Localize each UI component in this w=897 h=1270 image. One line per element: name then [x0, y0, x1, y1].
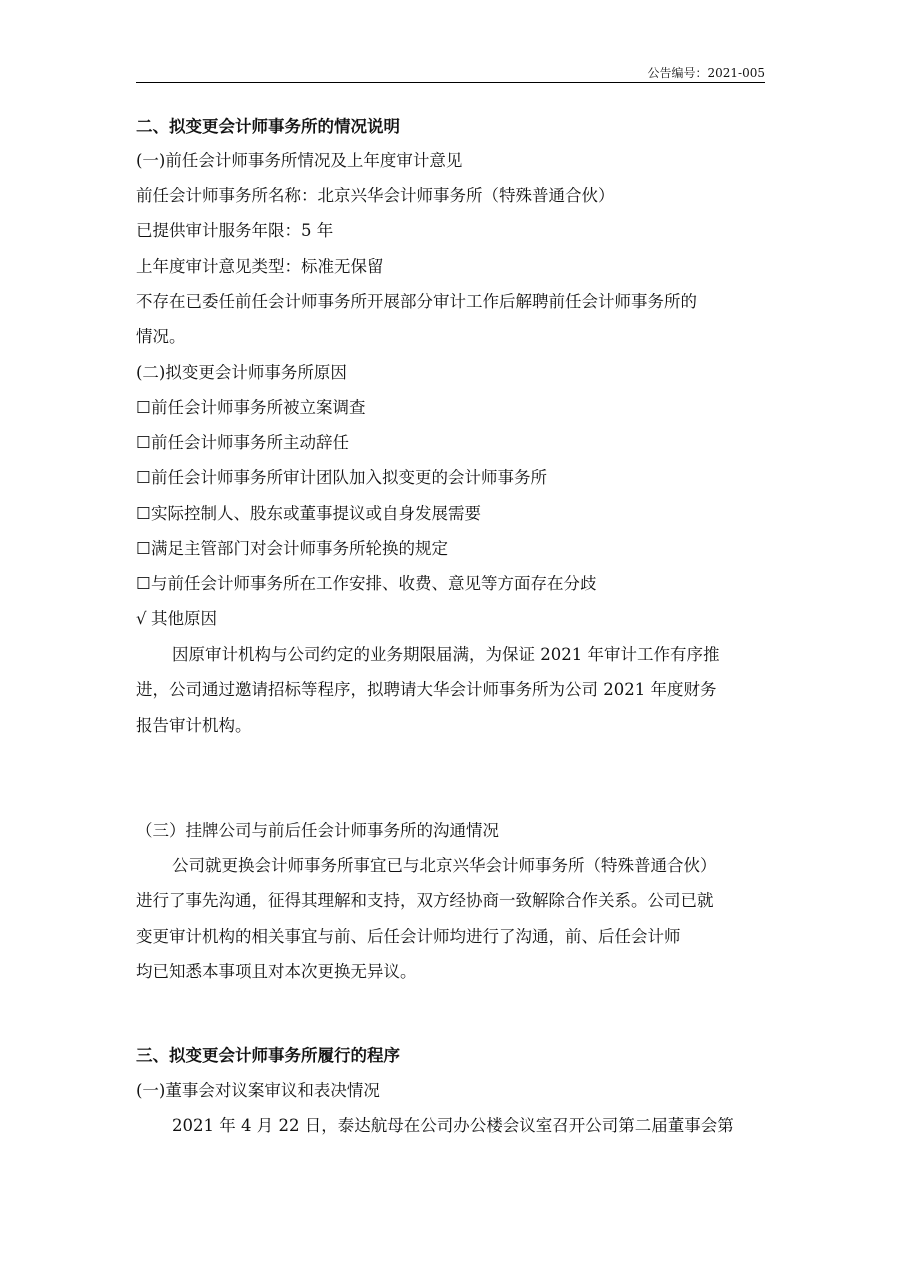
subsection-title: (一)董事会对议案审议和表决情况 [136, 1081, 380, 1100]
reason-item [136, 503, 481, 525]
statement-line: 情况。 [136, 327, 186, 346]
reason-item [136, 432, 349, 454]
paragraph-line: 进，公司通过邀请招标等程序，拟聘请大华会计师事务所为公司 2021 年度财务 [136, 680, 717, 699]
paragraph-line: 报告审计机构。 [136, 716, 252, 735]
predecessor-name-line: 前任会计师事务所名称：北京兴华会计师事务所（特殊普通合伙） [136, 186, 615, 205]
checkbox-icon: ☐ [136, 398, 151, 417]
section-3-heading: 三、拟变更会计师事务所履行的程序 [136, 1046, 400, 1065]
service-years-line: 已提供审计服务年限：5 年 [136, 221, 334, 240]
paragraph-line: 2021 年 4 月 22 日，泰达航母在公司办公楼会议室召开公司第二届董事会第 [172, 1116, 734, 1135]
subsection-title: （三）挂牌公司与前后任会计师事务所的沟通情况 [136, 821, 499, 840]
reason-label: 前任会计师事务所主动辞任 [151, 433, 349, 452]
paragraph-line: 进行了事先沟通，征得其理解和支持，双方经协商一致解除合作关系。公司已就 [136, 891, 714, 910]
paragraph-line: 变更审计机构的相关事宜与前、后任会计师均进行了沟通，前、后任会计师 [136, 927, 681, 946]
paragraph-line: 因原审计机构与公司约定的业务期限届满，为保证 2021 年审计工作有序推 [172, 645, 720, 664]
section-2-heading: 二、拟变更会计师事务所的情况说明 [136, 117, 400, 136]
checkmark-icon: √ [136, 609, 147, 628]
subsection-title: (一)前任会计师事务所情况及上年度审计意见 [136, 151, 463, 170]
reason-label: 其他原因 [151, 609, 217, 628]
reason-item [136, 608, 217, 630]
reason-item [136, 538, 448, 560]
reason-item [136, 397, 366, 419]
checkbox-icon: ☐ [136, 504, 151, 523]
page-header [136, 62, 765, 83]
subsection-title: (二)拟变更会计师事务所原因 [136, 363, 347, 382]
reason-label: 实际控制人、股东或董事提议或自身发展需要 [151, 504, 481, 523]
reason-label: 满足主管部门对会计师事务所轮换的规定 [151, 539, 448, 558]
statement-line: 不存在已委任前任会计师事务所开展部分审计工作后解聘前任会计师事务所的 [136, 292, 697, 311]
paragraph-line: 均已知悉本事项且对本次更换无异议。 [136, 962, 417, 981]
paragraph-line: 公司就更换会计师事务所事宜已与北京兴华会计师事务所（特殊普通合伙） [172, 856, 717, 875]
announcement-number: 公告编号：2021-005 [647, 66, 765, 80]
checkbox-icon: ☐ [136, 468, 151, 487]
checkbox-icon: ☐ [136, 539, 151, 558]
checkbox-icon: ☐ [136, 433, 151, 452]
reason-label: 前任会计师事务所被立案调查 [151, 398, 366, 417]
reason-label: 前任会计师事务所审计团队加入拟变更的会计师事务所 [151, 468, 547, 487]
audit-opinion-line: 上年度审计意见类型：标准无保留 [136, 257, 384, 276]
reason-item [136, 573, 597, 595]
reason-label: 与前任会计师事务所在工作安排、收费、意见等方面存在分歧 [151, 574, 597, 593]
checkbox-icon: ☐ [136, 574, 151, 593]
reason-item [136, 467, 547, 489]
